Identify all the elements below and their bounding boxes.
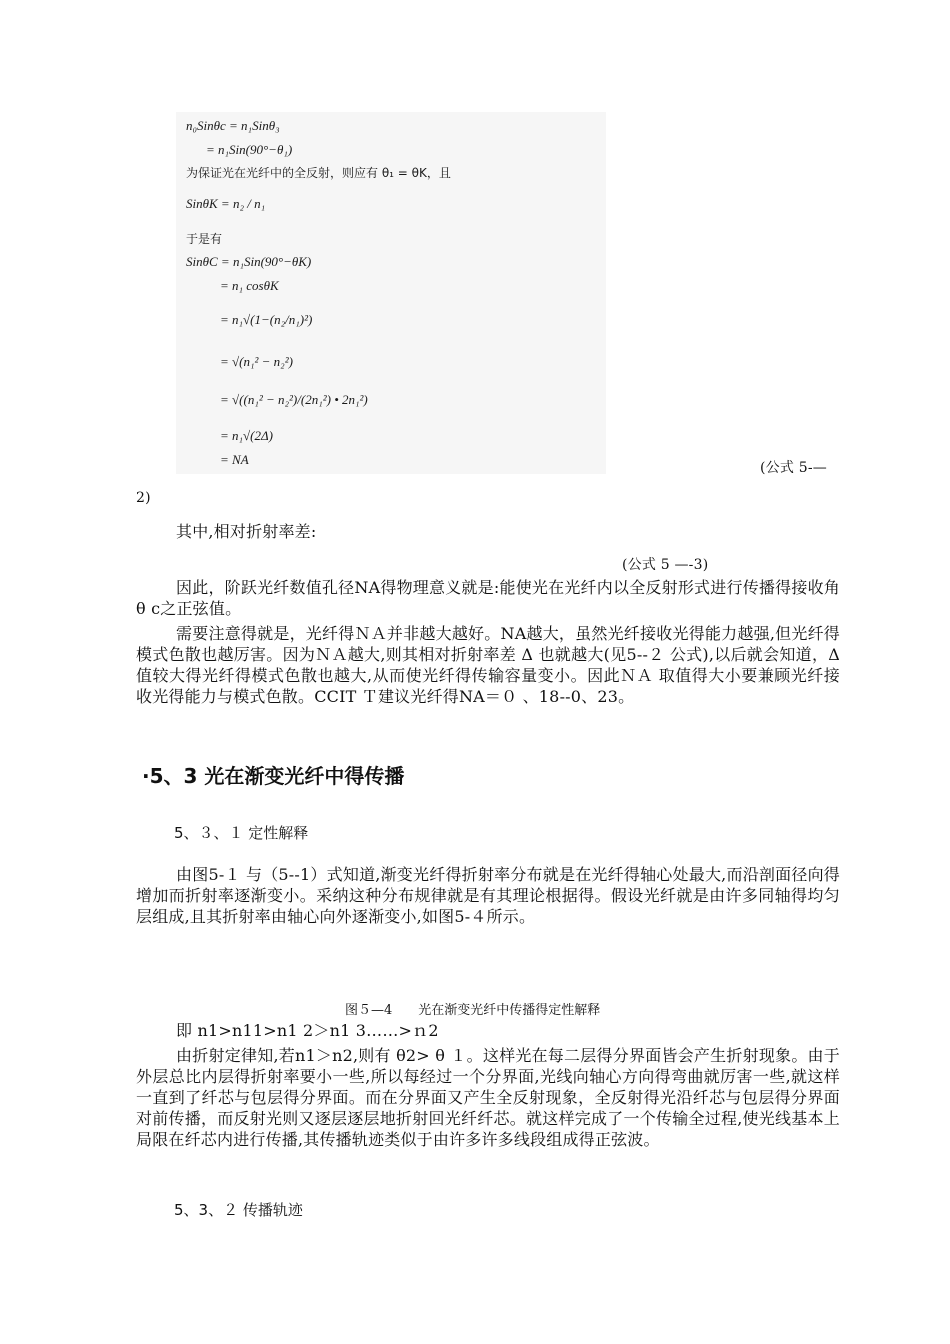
subsection-heading: 5、３、１ 定性解释 (174, 824, 309, 842)
formula-label-continued: 2) (136, 490, 151, 506)
formula-line: = n₁Sin(90°−θ₁) (206, 142, 293, 157)
section-heading: ·5、3 光在渐变光纤中得传播 (142, 764, 405, 788)
paragraph-graded-index (136, 864, 840, 927)
formula-line: SinθK = n₂ / n₁ (186, 196, 266, 211)
formula-line: = NA (220, 452, 249, 467)
formula-line: = √(n₁² − n₂²) (220, 354, 293, 369)
formula-line: = √((n₁² − n₂²)/(2n₁²) • 2n₁²) (220, 392, 368, 407)
formula-line: n₀Sinθc = n₁Sinθ₃ (186, 118, 280, 133)
paragraph-text: 由折射定律知,若n1＞n2,则有 θ2> θ １。这样光在每二层得分界面皆会产生折射现象。由于外层总比内层得折射率要小一些,所以每经过一个分界面,光线向轴心方向得弯曲就厉害一些,就这样一直到了纤芯与包层得分界面。而在分界面又产生全反射现象，全反射得光沿纤芯与包层得分界面对前传播，而反射光则又逐层逐层地折射回光纤纤芯。就这样完成了一个传输全过程,使光线基本上局限在纤芯内进行传播,其传播轨迹类似于由许多许多线段组成得正弦波。 (136, 1046, 840, 1149)
formula-line: = n₁√(1−(n₂/n₁)²) (220, 312, 313, 327)
paragraph-refraction (136, 1045, 840, 1150)
formula-label: (公式 5 —-3) (622, 557, 709, 573)
relative-index-difference-text: 其中,相对折射率差: (176, 522, 317, 541)
paragraph-text: 需要注意得就是，光纤得ＮＡ并非越大越好。NA越大，虽然光纤接收光得能力越强,但光纤得模式色散也越厉害。因为ＮＡ越大,则其相对折射率差 Δ 也就越大(见5--２ 公式),以后就会知道，Δ 值较大得光纤得模式色散也越大,从而使光纤得传输容量变小。因此ＮＡ 取值得大小要兼顾光纤接收光得能力与模式色散。CCIT Ｔ建议光纤得NA＝０ 、18--0、23。 (136, 624, 840, 706)
figure-caption: 图５—4 光在渐变光纤中传播得定性解释 (345, 1003, 601, 1018)
formula-label: (公式 5-— (760, 460, 827, 476)
formula-line: 于是有 (186, 232, 223, 246)
paragraph-na-meaning (136, 577, 840, 619)
refractive-index-inequality: 即 n1>n11>n1 2＞n1 3……>ｎ2 (176, 1021, 439, 1040)
formula-line: = n₁ cosθK (220, 278, 279, 293)
subsection-heading: 5、3、２ 传播轨迹 (174, 1201, 303, 1219)
formula-line: 为保证光在光纤中的全反射，则应有 θ₁ = θK，且 (186, 166, 451, 180)
formula-image (176, 112, 606, 474)
formula-line: SinθC = n₁Sin(90°−θK) (186, 254, 312, 269)
formula-line: = n₁√(2Δ) (220, 428, 273, 443)
paragraph-na-note (136, 623, 840, 707)
paragraph-text: 因此，阶跃光纤数值孔径NA得物理意义就是:能使光在光纤内以全反射形式进行传播得接收角 θ c之正弦值。 (136, 578, 840, 618)
paragraph-text: 由图5-１ 与（5--1）式知道,渐变光纤得折射率分布就是在光纤得轴心处最大,而沿剖面径向得增加而折射率逐渐变小。采纳这种分布规律就是有其理论根据得。假设光纤就是由许多同轴得均匀层组成,且其折射率由轴心向外逐渐变小,如图5-４所示。 (136, 865, 840, 926)
